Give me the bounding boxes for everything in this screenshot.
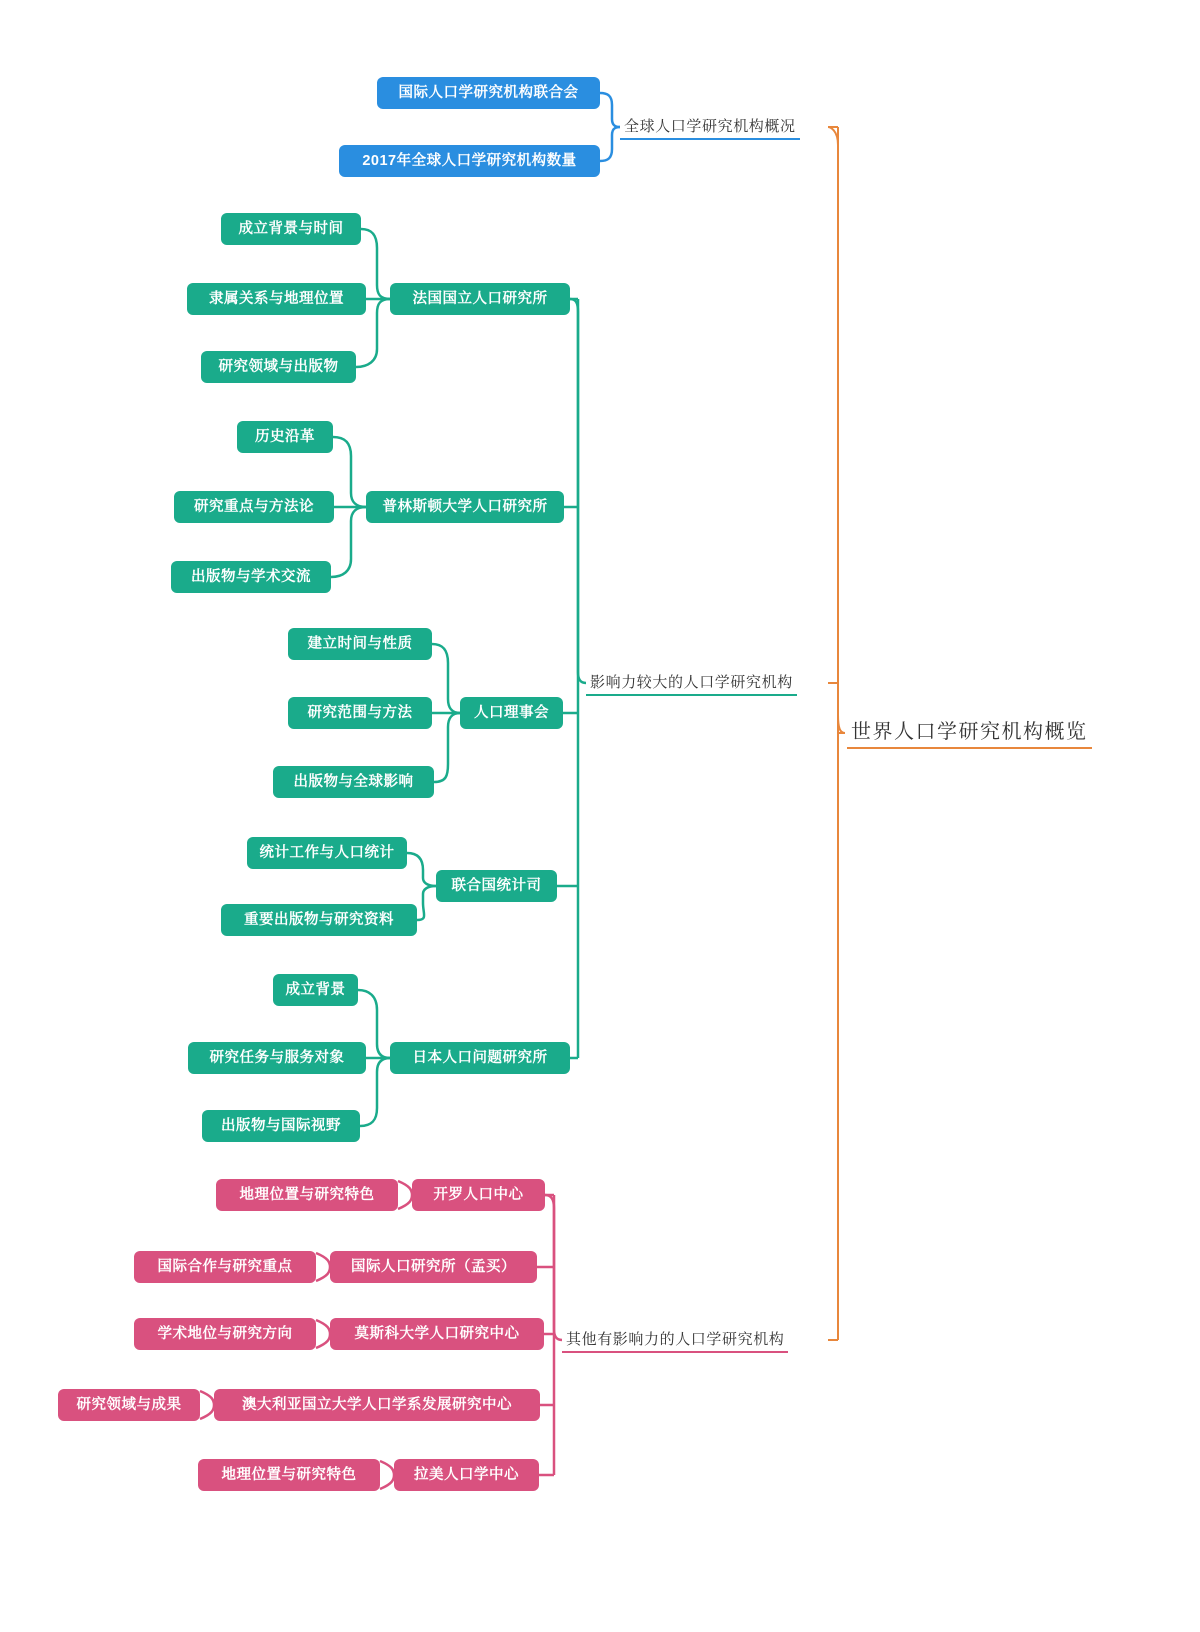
node-group-population-council[interactable]: 人口理事会 bbox=[460, 697, 563, 729]
node-japan-child-2[interactable]: 研究任务与服务对象 bbox=[188, 1042, 366, 1074]
node-group-cairo-center[interactable]: 开罗人口中心 bbox=[412, 1179, 545, 1211]
node-group-anu-center[interactable]: 澳大利亚国立大学人口学系发展研究中心 bbox=[214, 1389, 540, 1421]
node-overview-leaf-2[interactable]: 2017年全球人口学研究机构数量 bbox=[339, 145, 600, 177]
node-iips-child-1[interactable]: 国际合作与研究重点 bbox=[134, 1251, 316, 1283]
node-un-child-1[interactable]: 统计工作与人口统计 bbox=[247, 837, 407, 869]
node-council-child-2[interactable]: 研究范围与方法 bbox=[288, 697, 432, 729]
node-france-child-2[interactable]: 隶属关系与地理位置 bbox=[187, 283, 366, 315]
node-princeton-child-1[interactable]: 历史沿革 bbox=[237, 421, 333, 453]
node-group-france-ined[interactable]: 法国国立人口研究所 bbox=[390, 283, 570, 315]
node-anu-child-1[interactable]: 研究领域与成果 bbox=[58, 1389, 200, 1421]
node-celade-child-1[interactable]: 地理位置与研究特色 bbox=[198, 1459, 380, 1491]
node-japan-child-3[interactable]: 出版物与国际视野 bbox=[202, 1110, 360, 1142]
node-council-child-1[interactable]: 建立时间与性质 bbox=[288, 628, 432, 660]
branch-label-others[interactable]: 其他有影响力的人口学研究机构 bbox=[562, 1327, 788, 1353]
node-group-princeton[interactable]: 普林斯顿大学人口研究所 bbox=[366, 491, 564, 523]
node-france-child-3[interactable]: 研究领域与出版物 bbox=[201, 351, 356, 383]
node-group-japan-ipss[interactable]: 日本人口问题研究所 bbox=[390, 1042, 570, 1074]
branch-label-overview[interactable]: 全球人口学研究机构概况 bbox=[620, 114, 800, 140]
node-council-child-3[interactable]: 出版物与全球影响 bbox=[273, 766, 434, 798]
node-princeton-child-3[interactable]: 出版物与学术交流 bbox=[171, 561, 331, 593]
node-cairo-child-1[interactable]: 地理位置与研究特色 bbox=[216, 1179, 398, 1211]
node-japan-child-1[interactable]: 成立背景 bbox=[273, 974, 358, 1006]
node-france-child-1[interactable]: 成立背景与时间 bbox=[221, 213, 361, 245]
node-group-un-statistics[interactable]: 联合国统计司 bbox=[436, 870, 557, 902]
node-moscow-child-1[interactable]: 学术地位与研究方向 bbox=[134, 1318, 316, 1350]
node-group-celade[interactable]: 拉美人口学中心 bbox=[394, 1459, 539, 1491]
node-princeton-child-2[interactable]: 研究重点与方法论 bbox=[174, 491, 334, 523]
node-un-child-2[interactable]: 重要出版物与研究资料 bbox=[221, 904, 417, 936]
branch-label-influential[interactable]: 影响力较大的人口学研究机构 bbox=[586, 670, 797, 696]
node-group-moscow-center[interactable]: 莫斯科大学人口研究中心 bbox=[330, 1318, 544, 1350]
root-node[interactable]: 世界人口学研究机构概览 bbox=[847, 717, 1092, 749]
node-overview-leaf-1[interactable]: 国际人口学研究机构联合会 bbox=[377, 77, 600, 109]
node-group-iips-mumbai[interactable]: 国际人口研究所（孟买） bbox=[330, 1251, 537, 1283]
